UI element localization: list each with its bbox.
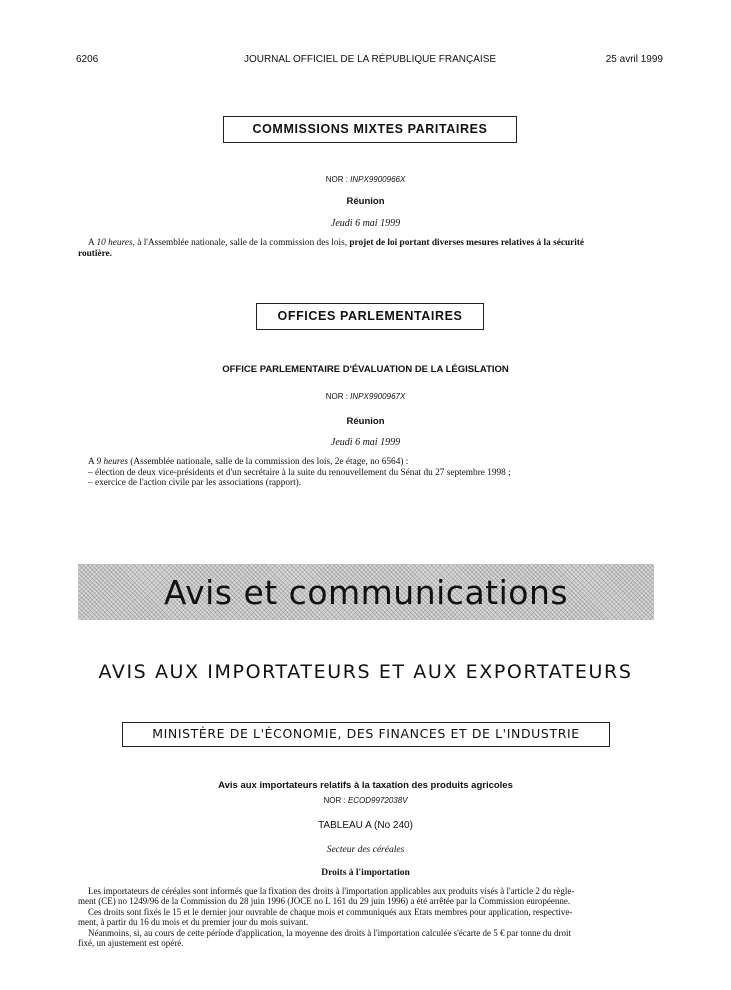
- paragraph-line: Ces droits sont fixés le 15 et le dernier jour ouvrable de chaque mois et communiqués aux Etats membres pour application, respective-: [88, 906, 573, 917]
- nor-code: INPX9900967X: [350, 392, 406, 401]
- journal-title: JOURNAL OFFICIEL DE LA RÉPUBLIQUE FRANÇAISE: [243, 54, 497, 65]
- section-banner: [78, 564, 654, 620]
- nor-label: NOR :: [323, 796, 346, 805]
- notice-title: Avis aux importateurs relatifs à la taxation des produits agricoles: [218, 780, 513, 791]
- text-prefix: A: [88, 457, 95, 467]
- page-number: 6206: [76, 54, 99, 65]
- nor-label: NOR :: [325, 175, 348, 184]
- meeting-date: Jeudi 6 mai 1999: [330, 218, 401, 229]
- nor-code: ECOD9972038V: [347, 796, 408, 805]
- bill-title-continued: routière.: [78, 248, 112, 259]
- nor-reference: [0, 175, 731, 184]
- table-heading: TABLEAU A (No 240): [318, 820, 413, 831]
- meeting-time: 10 heures,: [96, 238, 135, 248]
- meeting-description: [78, 238, 668, 259]
- paragraph-line: ment (CE) no 1249/96 de la Commission du 28 juin 1996 (JOCE no L 161 du 29 juin 1996) a été arrêtée par la Commission européenne.: [78, 896, 571, 907]
- reunion-heading: Réunion: [346, 196, 385, 207]
- notice-body: [78, 886, 668, 948]
- duties-heading: Droits à l'importation: [321, 868, 410, 878]
- nor-reference: [0, 392, 731, 401]
- paragraph-line: fixé, un ajustement est opéré.: [78, 938, 184, 949]
- meeting-time: 9 heures: [96, 457, 128, 467]
- banner-title: Avis et communications: [163, 572, 569, 612]
- agenda-item: – exercice de l'action civile par les associations (rapport).: [88, 478, 302, 489]
- office-name: OFFICE PARLEMENTAIRE D'ÉVALUATION DE LA LÉGISLATION: [222, 364, 509, 375]
- nor-reference: [0, 796, 731, 805]
- paragraph-line: Les importateurs de céréales sont informés que la fixation des droits à l'importation applicables aux produits visés à l'article 2 du règle-: [88, 886, 575, 896]
- sector-heading: Secteur des céréales: [326, 845, 405, 855]
- importers-heading: AVIS AUX IMPORTATEURS ET AUX EXPORTATEURS: [98, 661, 633, 683]
- agenda: [88, 457, 688, 489]
- meeting-date: Jeudi 6 mai 1999: [330, 437, 401, 448]
- bill-title: projet de loi portant diverses mesures relatives à la sécurité: [349, 238, 585, 248]
- section-title-offices: OFFICES PARLEMENTAIRES: [256, 303, 484, 330]
- section-title-commissions: COMMISSIONS MIXTES PARITAIRES: [223, 116, 517, 143]
- agenda-item: – élection de deux vice-présidents et d'un secrétaire à la suite du renouvellement du Sénat du 27 septembre 1998 ;: [88, 467, 511, 478]
- reunion-heading: Réunion: [346, 416, 385, 427]
- nor-label: NOR :: [325, 392, 348, 401]
- meeting-location: à l'Assemblée nationale, salle de la commission des lois,: [137, 238, 348, 248]
- ministry-box: MINISTÈRE DE L'ÉCONOMIE, DES FINANCES ET DE L'INDUSTRIE: [122, 722, 610, 747]
- paragraph-line: Néanmoins, si, au cours de cette période d'application, la moyenne des droits à l'importation calculée s'écarte de 5 € par tonne du droit: [88, 927, 571, 938]
- paragraph-line: ment, à partir du 16 du mois et du premier jour du mois suivant.: [78, 917, 309, 928]
- header-date: 25 avril 1999: [605, 54, 663, 65]
- nor-code: INPX9900966X: [350, 175, 406, 184]
- text-prefix: A: [88, 238, 95, 248]
- meeting-location: (Assemblée nationale, salle de la commission des lois, 2e étage, no 6564) :: [130, 457, 409, 467]
